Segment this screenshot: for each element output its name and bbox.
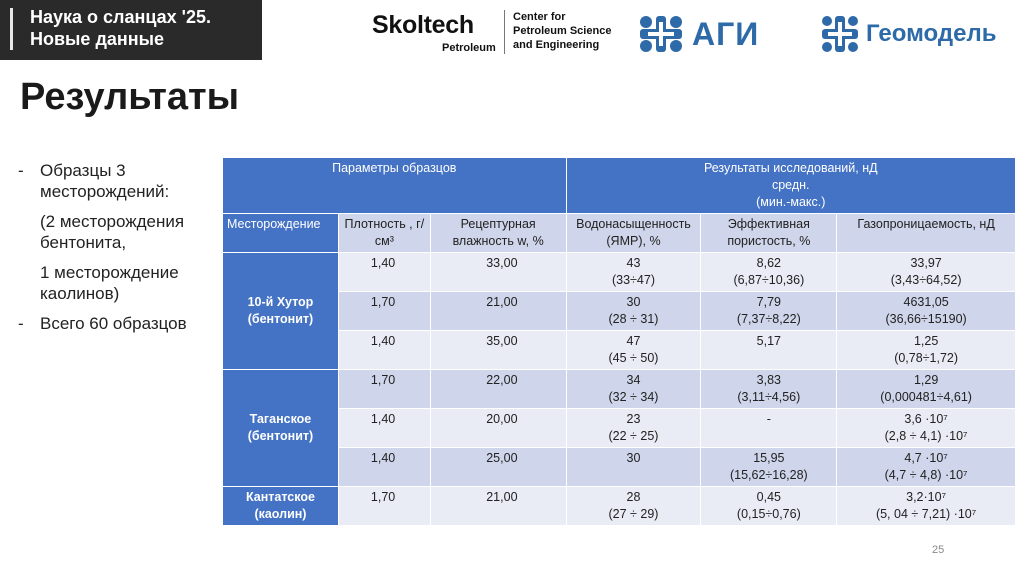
moisture-cell: 20,00 [430, 409, 566, 448]
porosity-cell: 0,45 (0,15÷0,76) [701, 487, 837, 526]
page-title: Результаты [20, 76, 240, 118]
bullet-dash: - [18, 314, 24, 333]
geomodel-wordmark: Геомодель [866, 20, 997, 47]
density-cell: 1,40 [338, 253, 430, 292]
bullet-text: Образцы 3 месторождений: [40, 161, 170, 201]
geomodel-logo [818, 12, 1018, 56]
group-results-header: Результаты исследований, нД средн. (мин.-макс.) [566, 158, 1015, 214]
table-group-header [223, 158, 1016, 214]
skoltech-desc: Center for Petroleum Science and Engineering [513, 11, 612, 51]
column-header: Месторождение [223, 214, 339, 253]
agi-wordmark: АГИ [692, 16, 760, 52]
permeability-cell: 4631,05 (36,66÷15190) [837, 292, 1016, 331]
density-cell: 1,40 [338, 409, 430, 448]
field-name: Таганское (бентонит) [223, 370, 339, 487]
moisture-cell: 35,00 [430, 331, 566, 370]
bullet-dash: - [18, 161, 24, 180]
water-saturation-cell: 28 (27 ÷ 29) [566, 487, 701, 526]
table-column-header [223, 214, 1016, 253]
porosity-cell: 3,83 (3,11÷4,56) [701, 370, 837, 409]
column-header: Рецептурная влажность w, % [430, 214, 566, 253]
water-saturation-cell: 23 (22 ÷ 25) [566, 409, 701, 448]
bullet-item [18, 160, 218, 202]
agi-emblem-icon [636, 12, 686, 56]
event-title: Наука о сланцах '25. Новые данные [30, 7, 211, 49]
skoltech-sub: Petroleum [442, 42, 496, 54]
results-table [222, 157, 1016, 526]
table-row [223, 370, 1016, 409]
bullet-item [18, 313, 218, 334]
table-row [223, 448, 1016, 487]
bullet-item [18, 262, 218, 304]
permeability-cell: 3,6 ·10⁷ (2,8 ÷ 4,1) ·10⁷ [837, 409, 1016, 448]
table-row [223, 487, 1016, 526]
skoltech-name: Skoltech [372, 11, 474, 39]
moisture-cell: 33,00 [430, 253, 566, 292]
column-header: Эффективная пористость, % [701, 214, 837, 253]
permeability-cell: 33,97 (3,43÷64,52) [837, 253, 1016, 292]
water-saturation-cell: 30 (28 ÷ 31) [566, 292, 701, 331]
water-saturation-cell: 30 [566, 448, 701, 487]
group-params-header: Параметры образцов [223, 158, 567, 214]
bullet-item [18, 211, 218, 253]
permeability-cell: 4,7 ·10⁷ (4,7 ÷ 4,8) ·10⁷ [837, 448, 1016, 487]
water-saturation-cell: 34 (32 ÷ 34) [566, 370, 701, 409]
bullet-list [18, 160, 218, 343]
badge-accent-bar [10, 8, 13, 50]
event-badge [0, 0, 262, 60]
column-header: Газопроницаемость, нД [837, 214, 1016, 253]
table-row [223, 253, 1016, 292]
porosity-cell: - [701, 409, 837, 448]
field-name: 10-й Хутор (бентонит) [223, 253, 339, 370]
field-name: Кантатское (каолин) [223, 487, 339, 526]
density-cell: 1,70 [338, 487, 430, 526]
density-cell: 1,40 [338, 448, 430, 487]
moisture-cell: 22,00 [430, 370, 566, 409]
density-cell: 1,40 [338, 331, 430, 370]
permeability-cell: 3,2·10⁷ (5, 04 ÷ 7,21) ·10⁷ [837, 487, 1016, 526]
skoltech-logo [370, 8, 620, 58]
moisture-cell: 21,00 [430, 292, 566, 331]
porosity-cell: 5,17 [701, 331, 837, 370]
skoltech-divider [504, 10, 505, 54]
permeability-cell: 1,29 (0,000481÷4,61) [837, 370, 1016, 409]
density-cell: 1,70 [338, 370, 430, 409]
permeability-cell: 1,25 (0,78÷1,72) [837, 331, 1016, 370]
water-saturation-cell: 47 (45 ÷ 50) [566, 331, 701, 370]
moisture-cell: 21,00 [430, 487, 566, 526]
table-row [223, 331, 1016, 370]
porosity-cell: 7,79 (7,37÷8,22) [701, 292, 837, 331]
geomodel-emblem-icon [818, 12, 862, 56]
bullet-text: (2 месторождения бентонита, [40, 212, 185, 252]
agi-logo [636, 12, 786, 56]
column-header: Водонасыщенность (ЯМР), % [566, 214, 701, 253]
water-saturation-cell: 43 (33÷47) [566, 253, 701, 292]
table-row [223, 292, 1016, 331]
column-header: Плотность , г/см³ [338, 214, 430, 253]
page-number: 25 [932, 544, 945, 556]
moisture-cell: 25,00 [430, 448, 566, 487]
porosity-cell: 8,62 (6,87÷10,36) [701, 253, 837, 292]
density-cell: 1,70 [338, 292, 430, 331]
bullet-text: 1 месторождение каолинов) [40, 263, 179, 303]
table-row [223, 409, 1016, 448]
bullet-text: Всего 60 образцов [40, 314, 187, 333]
porosity-cell: 15,95 (15,62÷16,28) [701, 448, 837, 487]
